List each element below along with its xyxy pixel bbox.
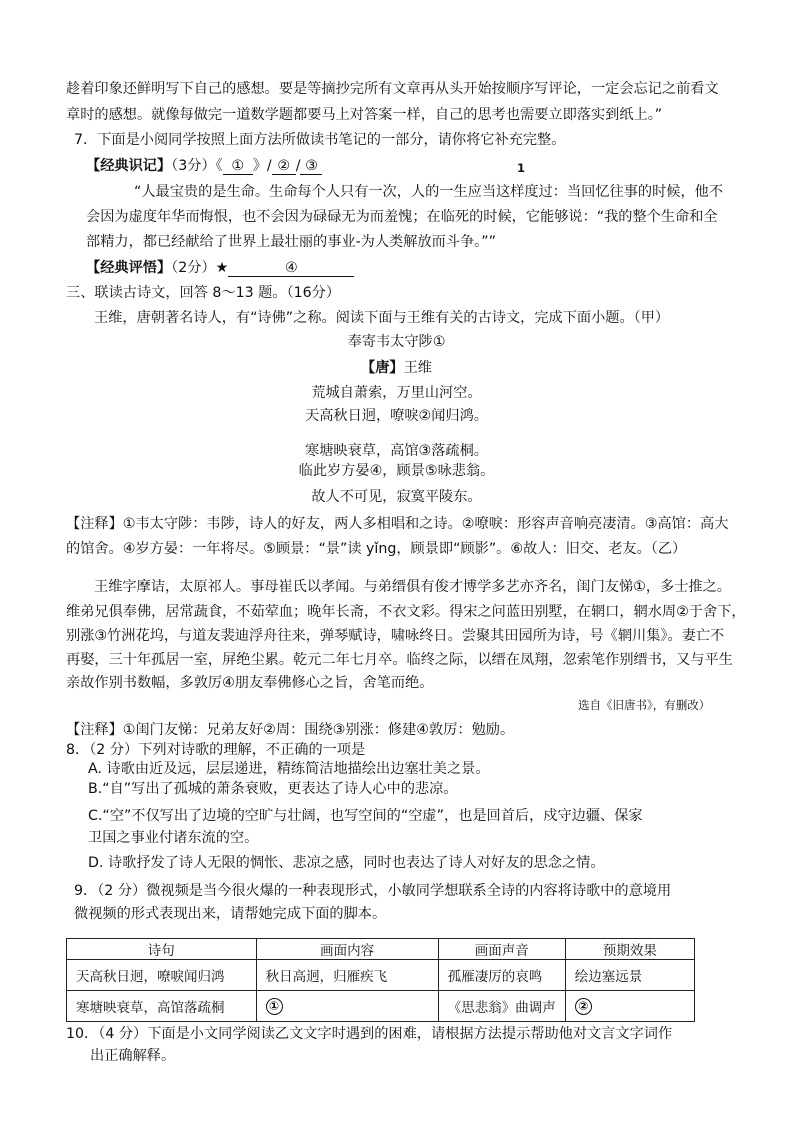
prose-line: 别涨③竹洲花坞，与道友裴迪浮舟往来，弹琴赋诗，啸咏终日。尝聚其田园所为诗，号《辋川集》。妻亡不 — [66, 628, 725, 644]
table-row — [67, 991, 695, 1022]
table-cell: 孤雁凄厉的哀鸣 — [438, 960, 565, 991]
q7-classic-line — [86, 156, 322, 176]
table-header-row — [67, 939, 695, 960]
q8-option-c[interactable]: C.“空”不仅写出了边境的空旷与壮阔，也写空间的“空虚”，也是回首后，戍守边疆、保家 — [88, 808, 643, 824]
table-cell: 绘边塞远景 — [565, 960, 694, 991]
q8-option-a[interactable]: A. 诗歌由近及远，层层递进，精练简洁地描绘出边塞壮美之景。 — [88, 761, 490, 777]
poem-line: 寒塘映衰草，高馆③落疏桐。 — [305, 443, 488, 459]
page-mark: 1 — [517, 161, 526, 175]
script-table — [66, 938, 695, 1022]
table-cell: 寒塘映衰草，高馆落疏桐 — [67, 991, 257, 1022]
poem-line: 故人不可见，寂寞平陵东。 — [311, 489, 482, 505]
quote-line-3: 部精力，都已经献给了世界上最壮丽的事业-为人类解放而斗争。”” — [86, 234, 496, 250]
answer-cell-2[interactable] — [565, 991, 694, 1022]
notes-b: 【注释】①闺门友悌：兄弟友好②周：围绕③别涨：修建④敦厉：勉励。 — [66, 722, 515, 738]
review-label: 【经典评悟】 — [86, 260, 172, 276]
table-header: 画面内容 — [256, 939, 438, 960]
table-header: 预期效果 — [565, 939, 694, 960]
poem-author-bracket: 【唐】 — [361, 360, 404, 376]
q8-option-b[interactable]: B.“自”写出了孤城的萧条衰败，更表达了诗人心中的悲凉。 — [88, 781, 458, 797]
quote-line-1: “人最宝贵的是生命。生命每个人只有一次，人的一生应当这样度过：当回忆往事的时候，他不 — [134, 184, 724, 200]
prose-source: 选自《旧唐书》，有删改） — [578, 698, 711, 712]
q8-option-c-cont: 卫国之事业付诸东流的空。 — [88, 830, 259, 846]
poem-author-line — [0, 358, 793, 378]
blank-1[interactable]: ① — [223, 158, 253, 175]
poem-line: 天高秋日迥，嘹唳②闻归鸿。 — [305, 408, 488, 424]
prose-line: 维弟兄俱奉佛，居常蔬食，不茹荤血；晚年长斋，不衣文彩。得宋之问蓝田别墅，在辋口，辋水周②于舍下， — [66, 604, 746, 620]
prose-line: 王维字摩诘，太原祁人。事母崔氏以孝闻。与弟缙俱有俊才博学多艺亦齐名，闺门友悌①，多士推之。 — [94, 579, 731, 595]
quote-line-2: 会因为虚度年华而悔恨，也不会因为碌碌无为而羞愧；在临死的时候，它能够说：“我的整个生命和全 — [86, 209, 718, 225]
notes-a-line-2: 的馆舍。④岁方晏：一年将尽。⑤顾景：“景”读 yǐng，顾景即“顾影”。⑥故人：旧交、老友。（乙） — [66, 541, 687, 557]
q9-prompt-line-1: 9．（2 分）微视频是当今很火爆的一种表现形式，小敏同学想联系全诗的内容将诗歌中的意境用 — [74, 883, 672, 899]
table-cell: 《思悲翁》曲调声 — [438, 991, 565, 1022]
intro-line-1: 趁着印象还鲜明写下自己的感想。要是等摘抄完所有文章再从头开始按顺序写评论，一定会忘记之前看文 — [66, 81, 719, 97]
poem-title: 奉寄韦太守陟① — [347, 334, 446, 350]
q10-prompt-line-1: 10．（4 分）下面是小文同学阅读乙文文字时遇到的困难，请根据方法提示帮助他对文言文字词作 — [66, 1026, 673, 1042]
review-score: （2分）★ — [171, 260, 229, 276]
table-cell: 秋日高迥，归雁疾飞 — [256, 960, 438, 991]
q7-review-line — [86, 258, 354, 278]
poem-line: 荒城自萧索，万里山河空。 — [311, 385, 482, 401]
notes-a-line-1: 【注释】①韦太守陟：韦陟，诗人的好友，两人多相唱和之诗。②嘹唳：形容声音响亮凄清。③高馆：高大 — [66, 516, 729, 532]
answer-marker-2: ② — [575, 998, 592, 1015]
poem-line: 临此岁方晏④，顾景⑤咏悲翁。 — [298, 463, 495, 479]
section3-intro: 王维，唐朝著名诗人，有“诗佛”之称。阅读下面与王维有关的古诗文，完成下面小题。（甲） — [94, 310, 670, 326]
table-row — [67, 960, 695, 991]
table-header: 画面声音 — [438, 939, 565, 960]
section3-heading: 三、联读古诗文，回答 8～13 题。（16分） — [66, 285, 341, 301]
classic-slash: / — [295, 158, 301, 174]
q10-prompt-line-2: 出正确解释。 — [90, 1048, 176, 1064]
table-header: 诗句 — [67, 939, 257, 960]
answer-cell-1[interactable] — [256, 991, 438, 1022]
q7-prompt: 7．下面是小阅同学按照上面方法所做读书笔记的一部分，请你将它补充完整。 — [74, 132, 566, 148]
q8-option-d[interactable]: D. 诗歌抒发了诗人无限的惆怅、悲凉之感，同时也表达了诗人对好友的思念之情。 — [88, 855, 605, 871]
classic-mid: 》/ — [252, 158, 272, 174]
answer-marker-1: ① — [266, 998, 283, 1015]
blank-4[interactable]: ④ — [228, 260, 354, 277]
poem-author: 王维 — [403, 360, 432, 376]
prose-line: 再娶，三十年孤居一室，屏绝尘累。乾元二年七月卒。临终之际，以缙在凤翔，忽索笔作别缙书，又与平生 — [66, 652, 733, 668]
q8-prompt: 8．（2 分）下列对诗歌的理解，不正确的一项是 — [66, 742, 366, 758]
blank-2[interactable]: ② — [272, 158, 296, 175]
table-cell: 天高秋日迥，嘹唳闻归鸿 — [67, 960, 257, 991]
blank-3[interactable]: ③ — [300, 158, 322, 175]
intro-line-2: 章时的感想。就像每做完一道数学题都要马上对答案一样，自己的思考也需要立即落实到纸上。” — [66, 107, 663, 123]
classic-score: （3分）《 — [171, 158, 223, 174]
q9-prompt-line-2: 微视频的形式表现出来，请帮她完成下面的脚本。 — [74, 906, 387, 922]
classic-label: 【经典识记】 — [86, 158, 172, 174]
prose-line: 亲故作别书数幅，多敦厉④朋友奉佛修心之旨，舍笔而绝。 — [66, 675, 434, 691]
